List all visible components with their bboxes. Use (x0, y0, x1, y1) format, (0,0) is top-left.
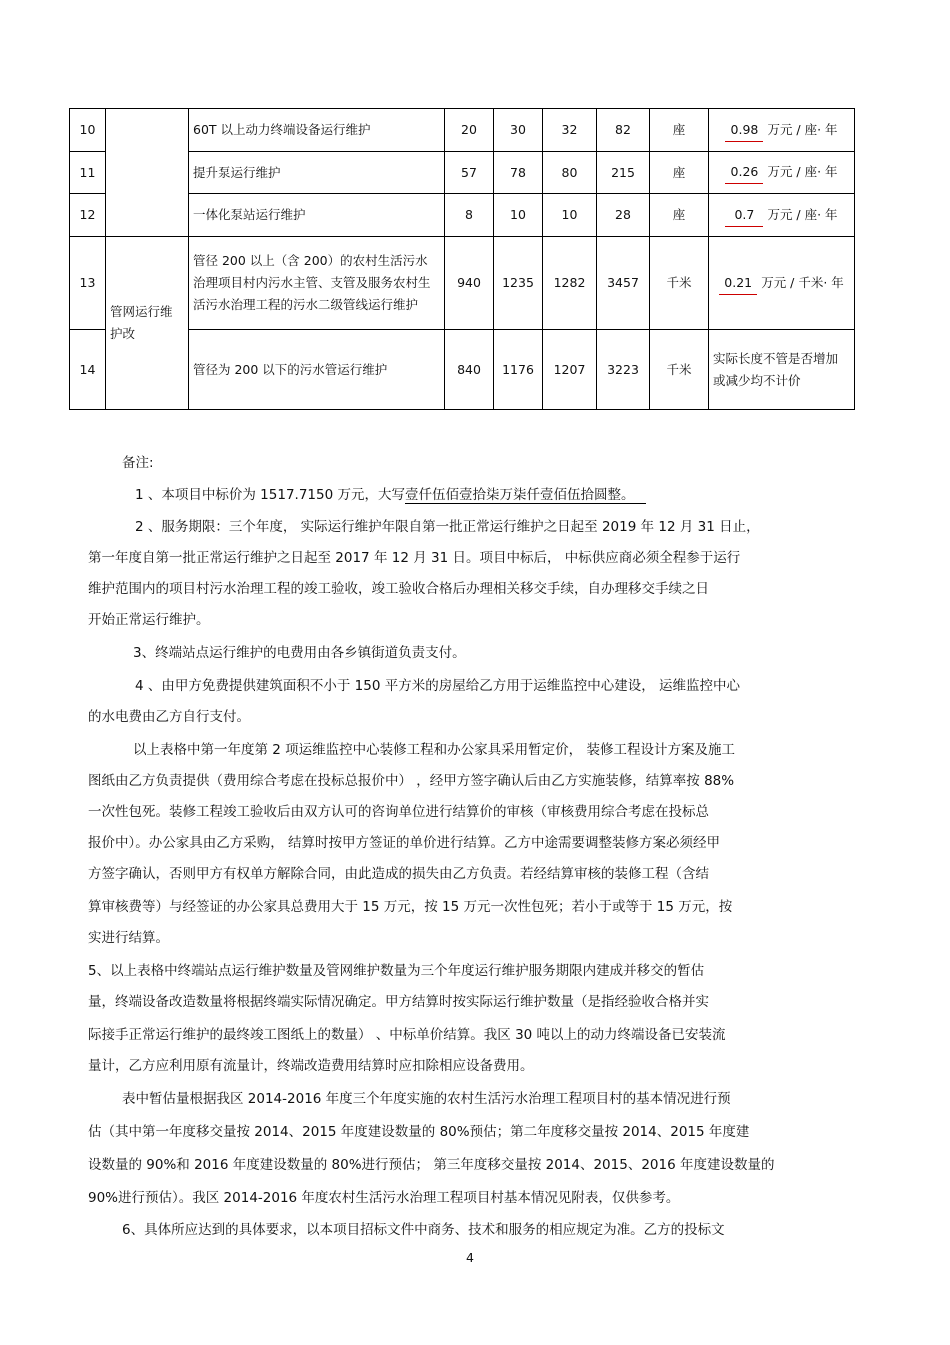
year2-qty: 1176 (494, 330, 543, 410)
paragraph-line: 实进行结算。 (88, 930, 169, 946)
estimate-line: 估（其中第一年度移交量按 2014、2015 年度建设数量的 80%预估；第二年度移交量按 2014、2015 年度建 (88, 1124, 750, 1140)
estimate-line: 设数量的 90%和 2016 年度建设数量的 80%进行预估； 第三年度移交量按 2014、2015、2016 年度建设数量的 (88, 1157, 775, 1173)
paragraph-line: 图纸由乙方负责提供（费用综合考虑在投标总报价中） ，经甲方签字确认后由乙方实施装修，结算率按 88% (88, 773, 735, 789)
price-value: 0.7 (725, 204, 763, 227)
bid-price-capitals: 壹仟伍佰壹拾柒万柒仟壹佰伍拾圆整。 (405, 487, 647, 504)
item-name: 60T 以上动力终端设备运行维护 (189, 109, 445, 152)
total-qty: 3223 (597, 330, 650, 410)
row-number: 11 (70, 152, 106, 194)
unit-price (709, 237, 855, 330)
note-1 (135, 485, 646, 505)
note-3: 3、终端站点运行维护的电费用由各乡镇街道负责支付。 (133, 645, 466, 661)
item-name: 管径为 200 以下的污水管运行维护 (189, 330, 445, 410)
category-pipe-network: 管网运行维护改 (106, 237, 189, 410)
paragraph-line: 方签字确认，否则甲方有权单方解除合同，由此造成的损失由乙方负责。若经结算审核的装修工程（含结 (88, 866, 709, 882)
note-4-line: 的水电费由乙方自行支付。 (88, 709, 250, 725)
note-4-line: 4 、由甲方免费提供建筑面积不小于 150 平方米的房屋给乙方用于运维监控中心建设， 运维监控中心 (135, 678, 741, 694)
year3-qty: 1282 (543, 237, 597, 330)
price-value: 0.98 (725, 119, 763, 142)
item-name: 一体化泵站运行维护 (189, 194, 445, 237)
unit-price (709, 109, 855, 152)
year1-qty: 20 (445, 109, 494, 152)
unit: 座 (650, 194, 709, 237)
price-value: 0.21 (719, 272, 757, 295)
unit: 座 (650, 152, 709, 194)
year1-qty: 840 (445, 330, 494, 410)
year3-qty: 80 (543, 152, 597, 194)
maintenance-items-table (69, 108, 855, 410)
row-number: 13 (70, 237, 106, 330)
note-2-line: 维护范围内的项目村污水治理工程的竣工验收，竣工验收合格后办理相关移交手续，自办理移交手续之日 (88, 581, 709, 597)
note-2-line: 开始正常运行维护。 (88, 612, 210, 628)
estimate-line: 表中暂估量根据我区 2014-2016 年度三个年度实施的农村生活污水治理工程项目村的基本情况进行预 (122, 1091, 731, 1107)
note-5-line: 5、以上表格中终端站点运行维护数量及管网维护数量为三个年度运行维护服务期限内建成并移交的暂估 (88, 963, 705, 979)
row-number: 14 (70, 330, 106, 410)
year3-qty: 1207 (543, 330, 597, 410)
pricing-note: 实际长度不管是否增加或减少均不计价 (709, 330, 855, 410)
year2-qty: 1235 (494, 237, 543, 330)
year1-qty: 8 (445, 194, 494, 237)
table-row (70, 237, 855, 330)
note-2-line: 2 、服务期限：三个年度， 实际运行维护年限自第一批正常运行维护之日起至 2019 年 12 月 31 日止， (135, 519, 760, 535)
row-number: 12 (70, 194, 106, 237)
price-value: 0.26 (725, 161, 763, 184)
total-qty: 82 (597, 109, 650, 152)
row-number: 10 (70, 109, 106, 152)
note-2-line: 第一年度自第一批正常运行维护之日起至 2017 年 12 月 31 日。项目中标后， 中标供应商必须全程参于运行 (88, 550, 741, 566)
note-5-line: 量，终端设备改造数量将根据终端实际情况确定。甲方结算时按实际运行维护数量（是指经验收合格并实 (88, 994, 709, 1010)
paragraph-line: 一次性包死。装修工程竣工验收后由双方认可的咨询单位进行结算价的审核（审核费用综合考虑在投标总 (88, 804, 709, 820)
estimate-line: 90%进行预估）。我区 2014-2016 年度农村生活污水治理工程项目村基本情况见附表，仅供参考。 (88, 1190, 680, 1206)
year2-qty: 78 (494, 152, 543, 194)
price-unit: 万元 / 千米· 年 (761, 274, 844, 290)
price-unit: 万元 / 座· 年 (767, 121, 838, 137)
unit: 千米 (650, 330, 709, 410)
item-name: 提升泵运行维护 (189, 152, 445, 194)
year3-qty: 32 (543, 109, 597, 152)
notes-heading: 备注: (122, 455, 154, 471)
year2-qty: 30 (494, 109, 543, 152)
note-5-line: 量计，乙方应利用原有流量计，终端改造费用结算时应扣除相应设备费用。 (88, 1058, 534, 1074)
paragraph-line: 算审核费等）与经签证的办公家具总费用大于 15 万元，按 15 万元一次性包死；若小于或等于 15 万元，按 (88, 899, 733, 915)
paragraph-line: 报价中）。办公家具由乙方采购， 结算时按甲方签证的单价进行结算。乙方中途需要调整装修方案必须经甲 (88, 835, 721, 851)
paragraph-line: 以上表格中第一年度第 2 项运维监控中心装修工程和办公家具采用暂定价， 装修工程设计方案及施工 (133, 742, 735, 758)
category-cell-blank (106, 109, 189, 237)
year2-qty: 10 (494, 194, 543, 237)
unit: 座 (650, 109, 709, 152)
note-5-line: 际接手正常运行维护的最终竣工图纸上的数量） 、中标单价结算。我区 30 吨以上的动力终端设备已安装流 (88, 1027, 726, 1043)
year1-qty: 940 (445, 237, 494, 330)
total-qty: 215 (597, 152, 650, 194)
unit: 千米 (650, 237, 709, 330)
price-unit: 万元 / 座· 年 (767, 164, 838, 179)
unit-price (709, 194, 855, 237)
table-row (70, 109, 855, 152)
page-number: 4 (466, 1250, 474, 1265)
total-qty: 28 (597, 194, 650, 237)
item-name: 管径 200 以上（含 200）的农村生活污水治理项目村内污水主管、支管及服务农村生活污水治理工程的污水二级管线运行维护 (189, 237, 445, 330)
year3-qty: 10 (543, 194, 597, 237)
total-qty: 3457 (597, 237, 650, 330)
price-unit: 万元 / 座· 年 (767, 206, 838, 222)
year1-qty: 57 (445, 152, 494, 194)
unit-price (709, 152, 855, 194)
note-6-line: 6、具体所应达到的具体要求，以本项目招标文件中商务、技术和服务的相应规定为准。乙方的投标文 (122, 1222, 725, 1238)
note-1-text: 1 、本项目中标价为 1517.7150 万元，大写 (135, 487, 405, 503)
